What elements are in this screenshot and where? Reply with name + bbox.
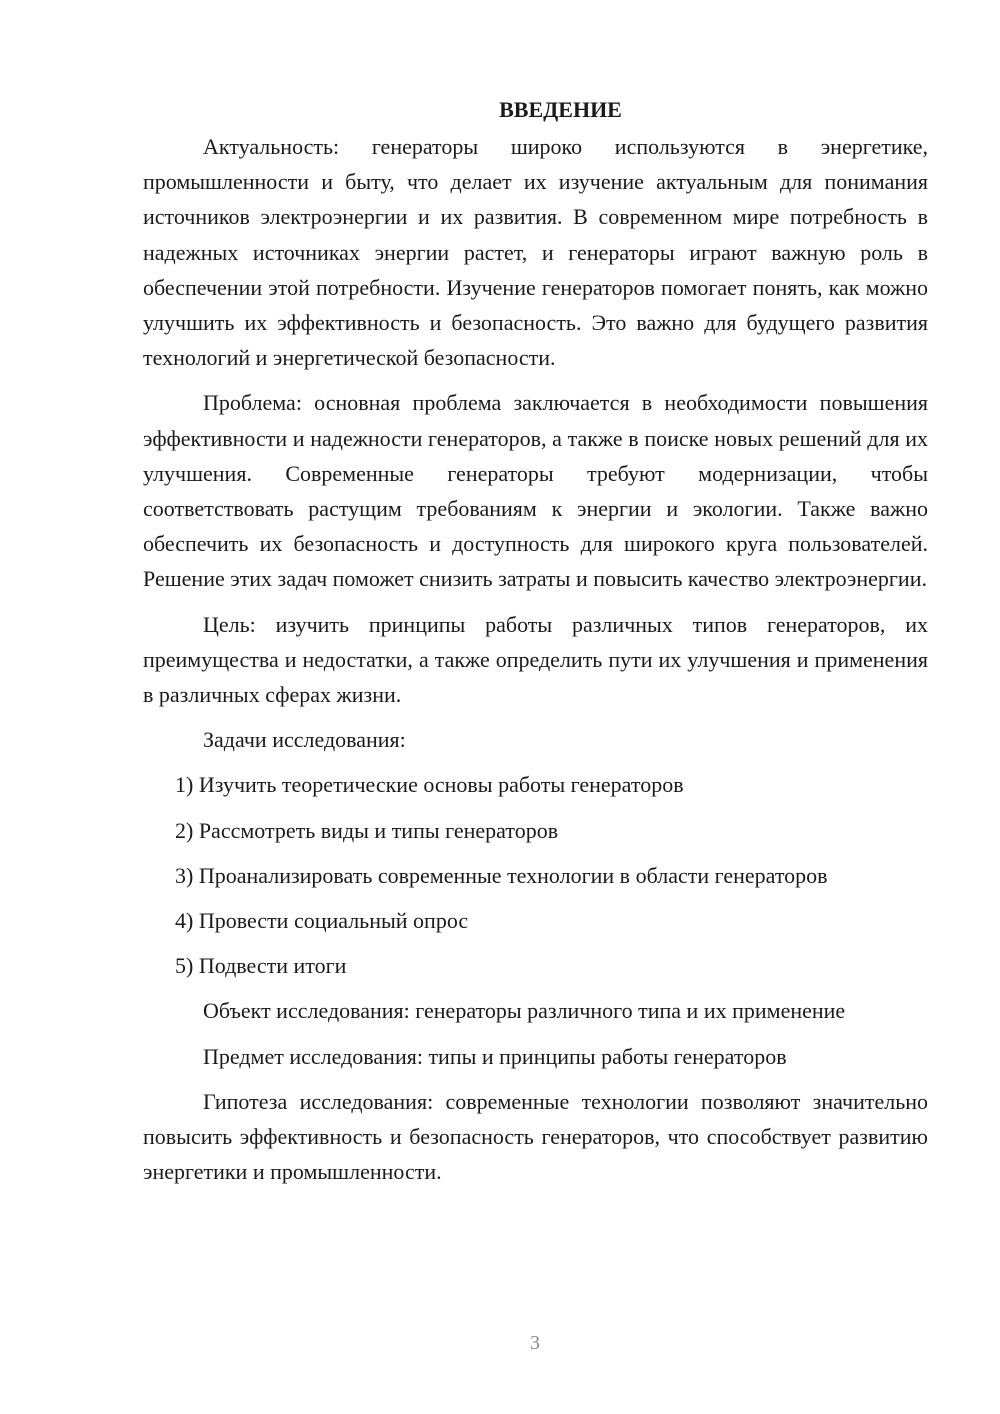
list-item: 5) Подвести итоги (175, 953, 347, 979)
list-item: 3) Проанализировать современные технологии в области генераторов (175, 862, 828, 888)
list-item: 1) Изучить теоретические основы работы генераторов (175, 772, 684, 798)
object-paragraph: Объект исследования: генераторы различного типа и их применение (203, 998, 846, 1024)
goal-paragraph: Цель: изучить принципы работы различных типов генераторов, их преимущества и недостатки, а также определить пути их улучшения и применения в различных сферах жизни. (143, 611, 928, 708)
relevance-paragraph: Актуальность: генераторы широко используются в энергетике, промышленности и быту, что делает их изучение актуальным для понимания источников электроэнергии и их развития. В современном мире потребность в надежных источниках энергии растет, и генераторы играют важную роль в обеспечении этой потребности. Изучение генераторов помогает понять, как можно улучшить их эффективность и безопасность. Это важно для будущего развития технологий и энергетической безопасности. (143, 134, 928, 371)
tasks-list (143, 767, 928, 983)
subject-paragraph: Предмет исследования: типы и принципы работы генераторов (203, 1043, 787, 1069)
document-title: ВВЕДЕНИЕ (499, 97, 622, 122)
document-page (143, 92, 928, 1199)
tasks-heading: Задачи исследования: (203, 727, 406, 753)
page-number: 3 (530, 1332, 540, 1354)
list-item: 2) Рассмотреть виды и типы генераторов (175, 817, 559, 843)
list-item: 4) Провести социальный опрос (175, 908, 469, 934)
hypothesis-paragraph: Гипотеза исследования: современные технологии позволяют значительно повысить эффективность и безопасность генераторов, что способствует развитию энергетики и промышленности. (143, 1088, 928, 1185)
problem-paragraph: Проблема: основная проблема заключается в необходимости повышения эффективности и надежности генераторов, а также в поиске новых решений для их улучшения. Современные генераторы требуют модернизации, чтобы соответствовать растущим требованиям к энергии и экологии. Также важно обеспечить их безопасность и доступность для широкого круга пользователей. Решение этих задач поможет снизить затраты и повысить качество электроэнергии. (143, 390, 928, 592)
